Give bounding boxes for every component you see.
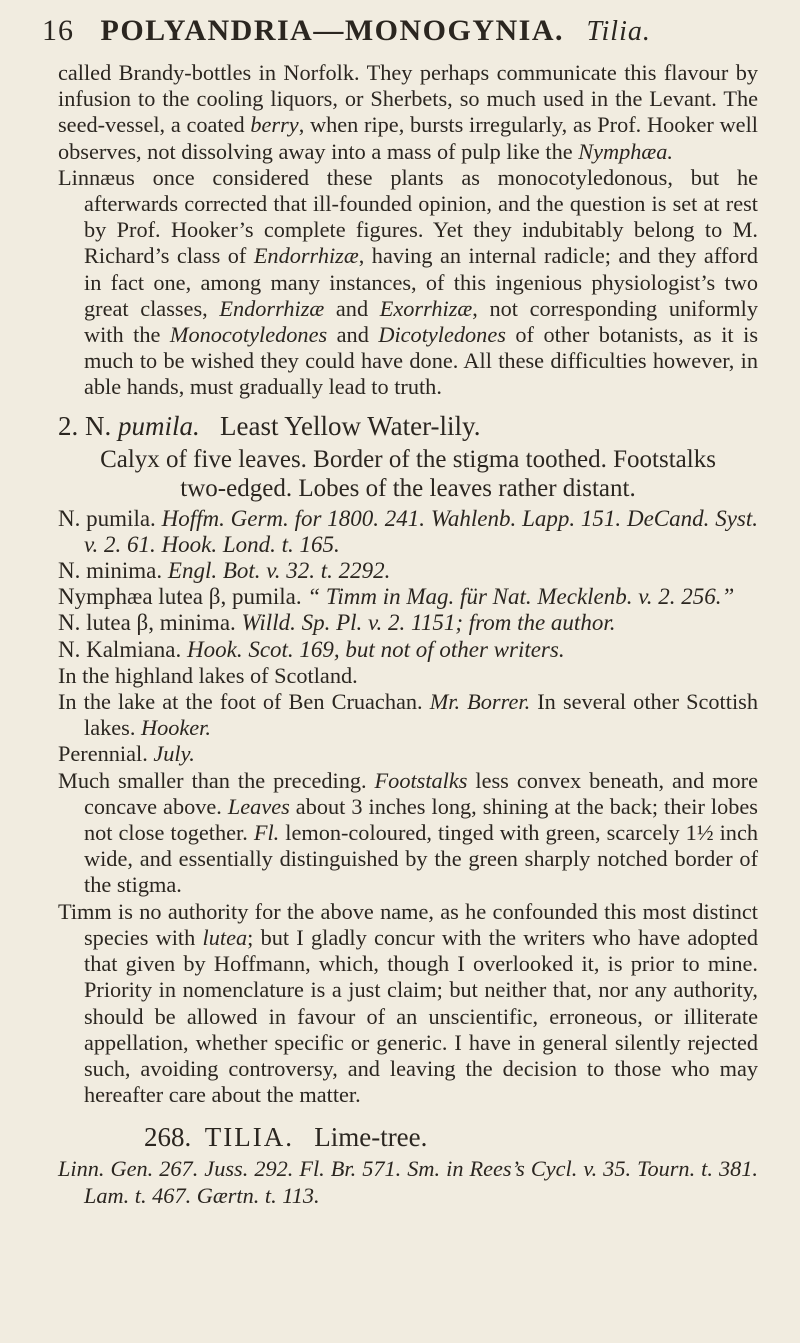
genus-references: Linn. Gen. 267. Juss. 292. Fl. Br. 571. Sm. in Rees’s Cycl. v. 35. Tourn. t. 381. Lam. t. 467. Gærtn. t. 113. bbox=[58, 1156, 758, 1208]
habitat-locality: In the lake at the foot of Ben Cruachan. Mr. Borrer. In several other Scottish lakes. Hooker. bbox=[58, 689, 758, 741]
duration-line: Perennial. July. bbox=[58, 741, 195, 767]
synonym-list bbox=[58, 506, 758, 663]
nomenclature-note: Timm is no authority for the above name, as he confounded this most distinct species with lutea; but I gladly concur with the writers who have adopted that given by Hoffmann, which, though I overlooked it, is prior to mine. Priority in nomenclature is a just claim; but neither that, nor any authority, should be allowed in favour of an unscientific, erroneous, or illiterate appellation, whether specific or generic. I have in general silently rejected such, avoiding controversy, and leaving the decision to those who may hereafter care about the matter. bbox=[58, 898, 758, 1108]
linnaeus-paragraph: Linnæus once considered these plants as monocotyledonous, but he afterwards corrected that ill-founded opinion, and the question is set at rest by Prof. Hooker’s complete figures. Yet they indubitably belong to M. Richard’s class of Endorrhizæ, having an internal radicle; and they afford in fact one, among many instances, of this ingenious physiologist’s two great classes, Endorrhizæ and Exorrhizæ, not corresponding uniformly with the Monocotyledones and Dicotyledones of other botanists, as it is much to be wished they could have done. All these difficulties however, in able hands, must gradually lead to truth. bbox=[58, 164, 758, 400]
species-heading: 2. N. pumila. Least Yellow Water-lily. bbox=[58, 410, 481, 441]
page-number: 16 bbox=[42, 14, 74, 47]
running-title: POLYANDRIA—MONOGYNIA. bbox=[100, 14, 564, 47]
running-header bbox=[42, 14, 742, 54]
species-diagnosis: Calyx of five leaves. Border of the stigma toothed. Footstalks two-edged. Lobes of the leaves rather distant. bbox=[100, 445, 716, 502]
page-body bbox=[58, 60, 758, 1209]
synonym-entry: N. minima. Engl. Bot. v. 32. t. 2292. bbox=[58, 558, 391, 584]
description-paragraph: Much smaller than the preceding. Footstalks less convex beneath, and more concave above. Leaves about 3 inches long, shining at the back; their lobes not close together. Fl. lemon-coloured, tinged with green, scarcely 1½ inch wide, and essentially distinguished by the green sharply notched border of the stigma. bbox=[58, 767, 758, 898]
habitat-line: In the highland lakes of Scotland. bbox=[58, 662, 358, 688]
running-genus: Tilia. bbox=[586, 16, 651, 47]
genus-heading: 268. TILIA. Lime-tree. bbox=[144, 1122, 428, 1153]
synonym-entry: N. lutea β, minima. Willd. Sp. Pl. v. 2. 1151; from the author. bbox=[58, 610, 616, 636]
synonym-entry: N. Kalmiana. Hook. Scot. 169, but not of other writers. bbox=[58, 636, 565, 662]
synonym-entry: Nymphæa lutea β, pumila. “ Timm in Mag. für Nat. Mecklenb. v. 2. 256.” bbox=[58, 584, 735, 610]
intro-paragraph: called Brandy-bottles in Norfolk. They perhaps communicate this flavour by infusion to the cooling liquors, or Sherbets, so much used in the Levant. The seed-vessel, a coated berry, when ripe, bursts irregularly, as Prof. Hooker well observes, not dissolving away into a mass of pulp like the Nymphæa. bbox=[58, 60, 758, 164]
synonym-entry: N. pumila. Hoffm. Germ. for 1800. 241. Wahlenb. Lapp. 151. DeCand. Syst. v. 2. 61. Hook. Lond. t. 165. bbox=[58, 505, 758, 557]
